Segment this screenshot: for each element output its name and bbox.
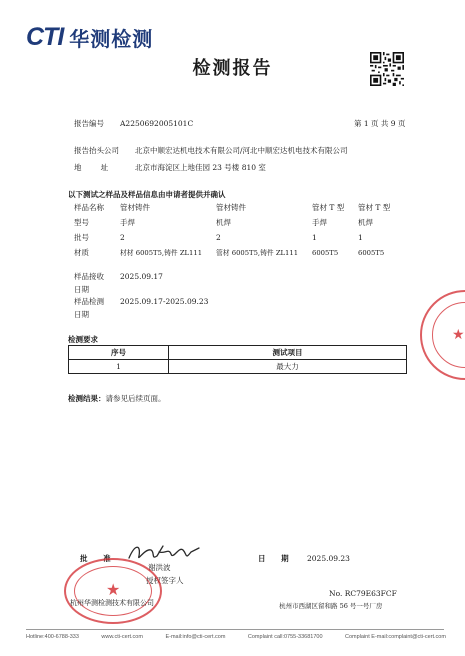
sample-cell: 2: [120, 232, 125, 242]
qr-code-icon: [370, 52, 404, 86]
sample-cell: 6005T5: [358, 248, 385, 257]
sample-cell: 机焊: [358, 217, 373, 227]
sample-cell: 手焊: [312, 217, 327, 227]
logo-brand: CTI: [26, 22, 64, 51]
sample-row: [74, 200, 404, 215]
receive-date-label-line1: 样品接收: [74, 272, 104, 281]
sign-date: 2025.09.23: [307, 554, 350, 563]
test-date-label-line1: 样品检测: [74, 297, 104, 306]
receive-date-label: [74, 272, 104, 295]
sample-cell: 管材铸件: [216, 202, 246, 212]
sample-cell: 1: [312, 232, 317, 242]
col-header-no: 序号: [69, 346, 169, 360]
approve-label: 批 准: [80, 554, 111, 563]
table-row: [69, 360, 407, 374]
sample-cell: 管材 T 型: [358, 202, 391, 212]
sample-info-table: [74, 200, 404, 260]
signer-name: 谢洪波: [148, 563, 171, 572]
requirements-table: [68, 345, 407, 374]
address-label: 地 址: [74, 163, 109, 172]
sample-cell: 型号: [74, 217, 89, 227]
signer-role: 授权签字人: [146, 576, 184, 585]
company-address: 杭州市西湖区留和路 56 号一号厂房: [279, 602, 383, 610]
sample-cell: 批号: [74, 232, 89, 242]
test-date: 2025.09.17-2025.09.23: [120, 297, 209, 306]
document-serial-number: No. RC79E63FCF: [329, 589, 397, 598]
date-label: 日 期: [258, 554, 289, 563]
sample-cell: 样品名称: [74, 202, 104, 212]
page-footer: [26, 634, 446, 640]
address: 北京市海淀区上地佳园 23 号楼 810 室: [135, 163, 266, 172]
report-heading-company-label: 报告抬头公司: [74, 146, 119, 155]
report-number-label: 报告编号: [74, 119, 104, 128]
page-indicator: 第 1 页 共 9 页: [354, 119, 406, 128]
sample-cell: 手焊: [120, 217, 135, 227]
sample-cell: 机焊: [216, 217, 231, 227]
sample-cell: 管材 T 型: [312, 202, 345, 212]
footer-complaint-call: Complaint call:0755-33681700: [247, 634, 323, 640]
sample-row: [74, 245, 404, 260]
sample-cell: 6005T5: [312, 248, 339, 257]
seal-star-icon: ★: [106, 580, 121, 599]
logo-chinese-name: 华测检测: [69, 26, 154, 51]
footer-email: E-mail:info@cti-cert.com: [165, 634, 226, 640]
footer-complaint-email: Complaint E-mail:complaint@cti-cert.com: [345, 634, 446, 640]
result-line: [68, 393, 166, 404]
samples-intro: 以下测试之样品及样品信息由申请者提供并确认: [68, 190, 226, 199]
footer-divider: [26, 629, 444, 630]
result-label: 检测结果：: [68, 394, 106, 403]
report-heading-company: 北京中顺宏达机电技术有限公司/河北中顺宏达机电技术有限公司: [135, 146, 348, 155]
footer-hotline: Hotline:400-6788-333: [26, 634, 79, 640]
test-date-label: [74, 297, 104, 320]
company-logo: [26, 22, 176, 52]
result-value: 请参见后续页面。: [105, 394, 166, 403]
test-date-label-line2: 日期: [74, 310, 89, 319]
col-header-item: 测试项目: [169, 346, 407, 360]
document-title: 检测报告: [192, 58, 273, 79]
receive-date: 2025.09.17: [120, 272, 163, 281]
footer-website: www.cti-cert.com: [101, 634, 143, 640]
report-number: A2250692005101C: [120, 119, 194, 128]
sample-row: [74, 215, 404, 230]
row-no: 1: [69, 360, 169, 374]
sample-cell: 2: [216, 232, 221, 242]
requirements-heading: 检测要求: [68, 335, 98, 344]
receive-date-label-line2: 日期: [74, 285, 89, 294]
sample-cell: 材质: [74, 247, 89, 257]
table-header-row: [69, 346, 407, 360]
company-seal-stamp: [64, 558, 162, 624]
row-item: 最大力: [169, 360, 407, 374]
sample-row: [74, 230, 404, 245]
seal-star-icon: ★: [452, 327, 465, 343]
sample-cell: 1: [358, 232, 363, 242]
sample-cell: 材材 6005T5,铸件 ZL111: [120, 248, 203, 257]
sample-cell: 管材 6005T5,铸件 ZL111: [216, 248, 299, 257]
seal-stamp-partial: [420, 290, 465, 380]
sample-cell: 管材铸件: [120, 202, 150, 212]
company-name: 杭州华测检测技术有限公司: [70, 599, 154, 607]
